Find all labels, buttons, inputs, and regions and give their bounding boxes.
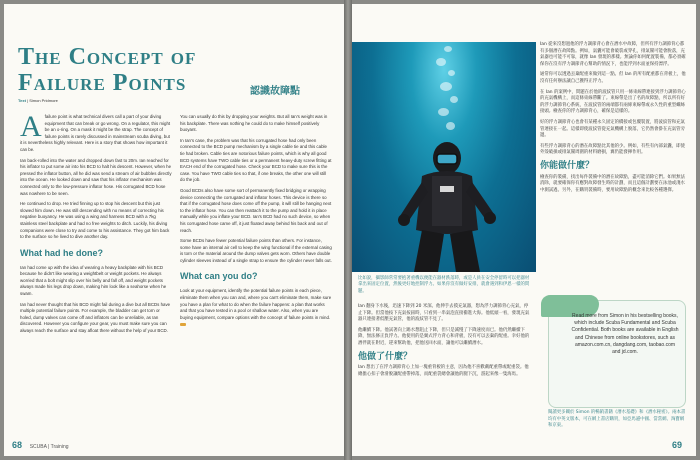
paragraph: Ian 翻身下水後，迅速下降到 20 米深。他伸手去摸充氣器，想為浮力調節背心充氣，停止下降。但當他按下充氣按鈕時，只看到一串氣泡直接衝進大海。他低頭一看，發現充氣器只連接著低壓充氣管，他的波紋管不見了。: [358, 304, 530, 323]
paragraph: In Ian's case, the problem was that his corrugated hose had only been connected to the BCD pump mechanism by a single cable tie and this cable tie had broken. Cable ties are notorious failure points, which is why all good BCD systems have TWO cable ties or a permanent heavy-duty screw fitting at EACH end of the corrugated hose. Check your BCD to make sure this is the case. You have TWO cable ties so that, if one breaks, the other one will still do the job.: [180, 137, 332, 183]
paragraph: Ian 從來沒想過他的浮力調節背心會在潛水中故障，但所有浮力調節背心都有多個潛在故障點。例如，氣囊可能會破裂或穿孔，排氣閥可能會脫落，充氣器也可能不可靠，就像 Ian 發現的那樣。無論你如何配置裝備，都必須確保你在沒有浮力調節背心幫助的情況下，也能浮到水面並保持漂浮。: [540, 42, 686, 67]
paragraph: 有些浮力調節背心的潛在故障點比其他的少。例如，有些有內部氣囊，即使外殼破損或排氣閥周圍的材料磨損，翼仍能發揮作用。: [540, 143, 685, 156]
subheading-chinese-1: 他做了什麼？: [358, 351, 413, 362]
paragraph: Ian had come up with the idea of wearing a heavy backplate with his BCD because he didn't like wearing a weightbelt or weight pockets. He always worried that a bolt might slip over his belly and fall off, and weight pockets always made his legs drop down, making him look like a seahorse when he swam.: [20, 264, 167, 297]
chinese-column-2: [540, 42, 688, 198]
paragraph: 好的浮力調節背心也會有某種永久固定的橋接或包覆裝置，將波紋管和充氣管連接在一起。這樣即使波紋管從充氣機構上脫落，它仍然會掛在充氣管旁邊。: [540, 119, 685, 139]
byline-author: Simon Pridmore: [29, 98, 58, 103]
paragraph: 通常你可以透過丟棄配重來做到這一點。但 Ian 的所有配重都在背板上，他沒有任何辦法讓自己獲得正浮力。: [540, 72, 686, 84]
promo-text: Read more from Simon in his bestselling books, which include Scuba Fundamental and Scuba Confidential. Both books are available in English and Chinese from online bookstores, such as amazon.com.cn, dangdang.com, taobao.com and jd.com.: [571, 313, 679, 356]
left-page: [4, 4, 344, 456]
paragraph: Ian had never thought that his BCD might fail during a dive but all BCDs have multiple potential failure points. For example, the bladder can get torn or holed, dump valves can come off and inflators can be unreliable, as Ian discovered. However you configure your gear, you must make sure you can always reach the surface and stay afloat there without the help of your BCD.: [20, 301, 171, 334]
paragraph: [180, 288, 332, 328]
paragraph: He continued to drop. He tried finning up to stop his descent but this just slowed him down. He was still descending with no means of correcting his negative buoyancy. He was using a wing and harness BCD with a 7kg stainless steel backplate and had no free weights to ditch. Luckily, his diving companions were close to try and come to his assistance. They got him back to the surface so he lived to dive another day.: [20, 201, 170, 240]
column-1: [20, 110, 172, 339]
subheading-chinese-2: 你能做什麼？: [540, 160, 595, 171]
section-label: SCUBA | Training: [29, 444, 69, 450]
byline-label: Text: [18, 98, 26, 103]
paragraph: [20, 110, 172, 154]
spine-gutter: [344, 0, 352, 460]
paragraph: 檢查你的裝備，找出每件裝備中的潛在故障點，盡可能消除它們。如果無法消除，就要確保你有應對故障發生時的計劃，而且這個計劃要在泳池或淺水中測試過。另外，在購買裝備時，要用故障點的概念來比較各種選擇。: [540, 174, 685, 193]
subheading-what-had-he-done: What had he done?: [20, 247, 103, 258]
end-mark-icon: [180, 323, 186, 326]
paragraph: 他繼續下降。他試著向上踢水想阻止下降，但只是減慢了下降速度而已。他仍然繼續下降，無法修正負浮力。他使用的是翼式浮力背心和背板，沒有可以丟棄的配重。幸好他的潛伴就在附近，趕來幫助他，把他送回水面，讓他可以繼續潛水。: [358, 327, 530, 346]
title-line-1: The Concept of: [18, 44, 197, 70]
book-promo-box: [548, 300, 686, 408]
paragraph: You can usually do this by dropping your weights. But all Ian's weight was in his backplate. There was nothing he could do to make himself positively buoyant.: [180, 114, 328, 133]
scuba-diver-illustration: [392, 130, 502, 272]
page-number-right: 69: [672, 440, 683, 450]
chinese-column-1: [358, 304, 530, 382]
paragraph: Good BCDs also have some sort of permanently fixed bridging or wrapping device connecting the corrugated and inflator hoses. This device is there so that if the corrugated hose does come off the pump, it will still be hanging next to the inflator hose. You can then reattach it to the pump and hold it in place manually while you inflate your BCD. Ian's BCD had no such device, so when his corrugated hose came off, it just floated away behind his back and out of reach.: [180, 187, 332, 233]
drop-cap: A: [20, 110, 42, 143]
paragraph-text-intro: failure point is what technical divers call a part of your diving equipment that can break or go wrong. On a regulator, this might be an o-ring. On a mask it might be the strap. The concept of failure points is rarely discussed in mainstream scuba diving, but it is nevertheless highly relevant. Here is a story that shows how important it can be.: [20, 114, 171, 152]
page-footer: [12, 440, 69, 450]
title-line-2: Failure Points: [18, 70, 187, 96]
paragraph-text: Look at your equipment, identify the potential failure points in each piece, eliminate them when you can and, where you can't eliminate them, make sure you have a plan for what to do when the failure happens: a plan that works and that you have tested in a pool or shallow water. Also, when you are buying equipment, compare options with the concept of failure points in mind.: [180, 288, 332, 320]
paragraph: Some BCDs have fewer potential failure points than others. For instance, some have an internal air cell to keep the wing functional if the external casing is torn or the material around the dump valves gets worn. Others have double cylinder sleeves instead of a single strap to ensure the cylinder never falls out.: [180, 238, 332, 263]
right-page: [352, 4, 696, 456]
paragraph: 在 Ian 的案例中，問題在於他的波紋管只用一條束線帶連接到浮力調節背心的充氣機構上，而這條束線帶斷了。束線帶是出了名的故障點，所以所有好的浮力調節背心系統，在波紋管的兩端都有兩條束線帶或永久性的重型螺絲接頭。檢查你的浮力調節背心，確保是這樣的。: [540, 89, 686, 115]
column-2: [180, 114, 332, 332]
promo-text-chinese: 閱讀更多關於 Simon 的暢銷書籍《潛水基礎》和《潛水秘密》。兩本書均有中英文版本，可在網上書店購買，如亞馬遜中國、當當網、淘寶網和京東。: [548, 410, 686, 429]
diver-photo: [352, 42, 536, 272]
paragraph: Ian back-rolled into the water and dropped down fast to 20m. Ian reached for his inflator to put some air into his BCD to halt his descent. However, when he pressed the inflator button, all he did was send a stream of air bubbles directly into the ocean. He looked down and saw that his inflator mechanism was connected only to the low-pressure inflator hose. His corrugated BCD hose was nowhere to be seen.: [20, 157, 172, 196]
byline: Text | Simon Pridmore: [18, 98, 58, 103]
photo-caption: 比如說，攝影師常常要抱著重機以便能在器材跌落時，或是人員在安全停留時可以把器材拿出來固定位置，然後更好地控制浮力。如果你沒有做好安排，就會遇到和伊恩一樣的問題。: [358, 276, 530, 294]
title-chinese: 認識故障點: [250, 86, 300, 97]
paragraph: Ian 想出了在浮力調節背心上加一塊重背板的主意，因為他不喜歡戴配重帶或配重袋。他總擔心扣子會滑脫讓配重帶掉落，而配重袋總會讓他的腿下沉，游起來像一隻海馬。: [358, 365, 529, 377]
subheading-what-can-you-do: What can you do?: [180, 271, 258, 282]
page-number: 68: [12, 440, 23, 450]
